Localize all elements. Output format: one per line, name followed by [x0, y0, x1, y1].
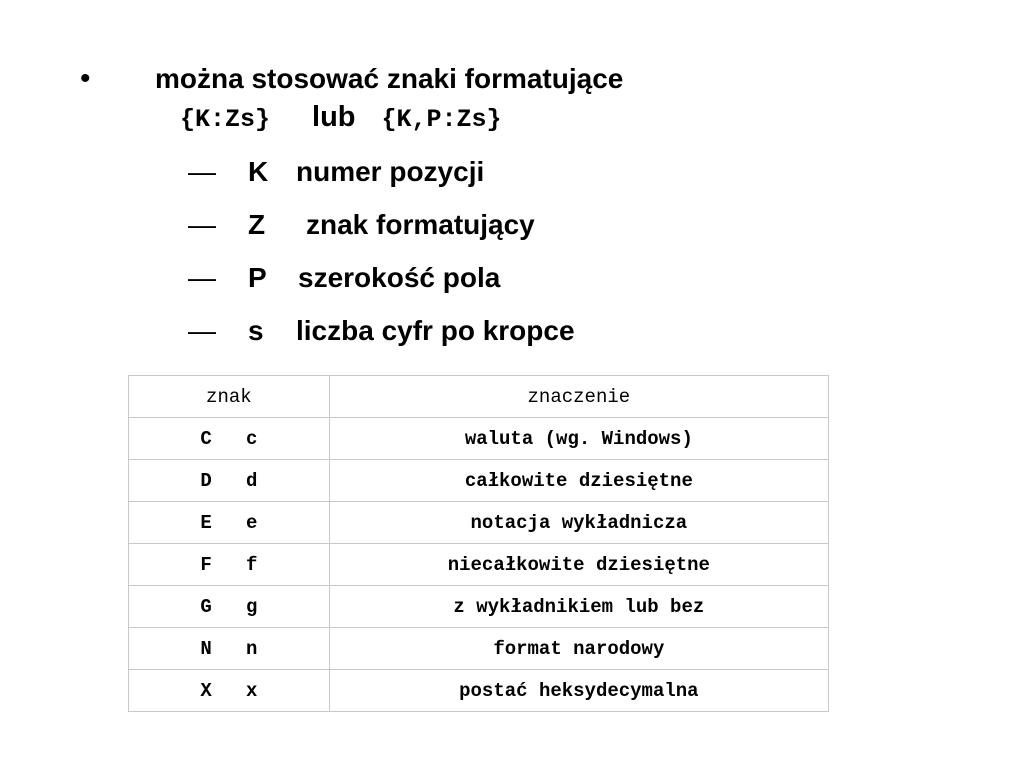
- cell-znak: G g: [129, 586, 330, 628]
- dash-marker: —: [188, 315, 216, 346]
- subitem-desc: znak formatujący: [306, 209, 535, 240]
- cell-znak: N n: [129, 628, 330, 670]
- subitem-desc: szerokość pola: [298, 262, 501, 293]
- column-header-znak: znak: [129, 376, 330, 418]
- table-row: [129, 670, 829, 712]
- subitem-k: [188, 155, 484, 189]
- subitem-desc: liczba cyfr po kropce: [296, 315, 575, 346]
- cell-znaczenie: całkowite dziesiętne: [329, 460, 828, 502]
- table-row: [129, 628, 829, 670]
- syntax-long: {K,P:Zs}: [381, 105, 502, 134]
- bullet-text: można stosować znaki formatujące: [155, 63, 624, 94]
- table-row: [129, 586, 829, 628]
- cell-znak: E e: [129, 502, 330, 544]
- subitem-letter: s: [248, 315, 264, 346]
- table-row: [129, 418, 829, 460]
- subitem-letter: P: [248, 262, 267, 293]
- cell-znaczenie: waluta (wg. Windows): [329, 418, 828, 460]
- subitem-letter: Z: [248, 209, 266, 240]
- cell-znaczenie: z wykładnikiem lub bez: [329, 586, 828, 628]
- table-row: [129, 544, 829, 586]
- cell-znak: X x: [129, 670, 330, 712]
- cell-znak: C c: [129, 418, 330, 460]
- dash-marker: —: [188, 209, 216, 240]
- subitem-desc: numer pozycji: [296, 156, 485, 187]
- cell-znak: F f: [129, 544, 330, 586]
- subitem-letter: K: [248, 156, 269, 187]
- table-row: [129, 460, 829, 502]
- format-table: [128, 375, 829, 712]
- cell-znaczenie: format narodowy: [329, 628, 828, 670]
- cell-znaczenie: notacja wykładnicza: [329, 502, 828, 544]
- table-row: [129, 502, 829, 544]
- dash-marker: —: [188, 156, 216, 187]
- bullet-dot: •: [80, 62, 91, 95]
- table-header-row: [129, 376, 829, 418]
- syntax-short: {K:Zs}: [180, 105, 271, 134]
- subitem-z: [188, 208, 535, 242]
- subitem-s: [188, 314, 575, 348]
- syntax-line: [180, 100, 502, 137]
- cell-znak: D d: [129, 460, 330, 502]
- subitem-p: [188, 261, 500, 295]
- cell-znaczenie: niecałkowite dziesiętne: [329, 544, 828, 586]
- column-header-znaczenie: znaczenie: [329, 376, 828, 418]
- syntax-connector: lub: [312, 101, 356, 133]
- dash-marker: —: [188, 262, 216, 293]
- cell-znaczenie: postać heksydecymalna: [329, 670, 828, 712]
